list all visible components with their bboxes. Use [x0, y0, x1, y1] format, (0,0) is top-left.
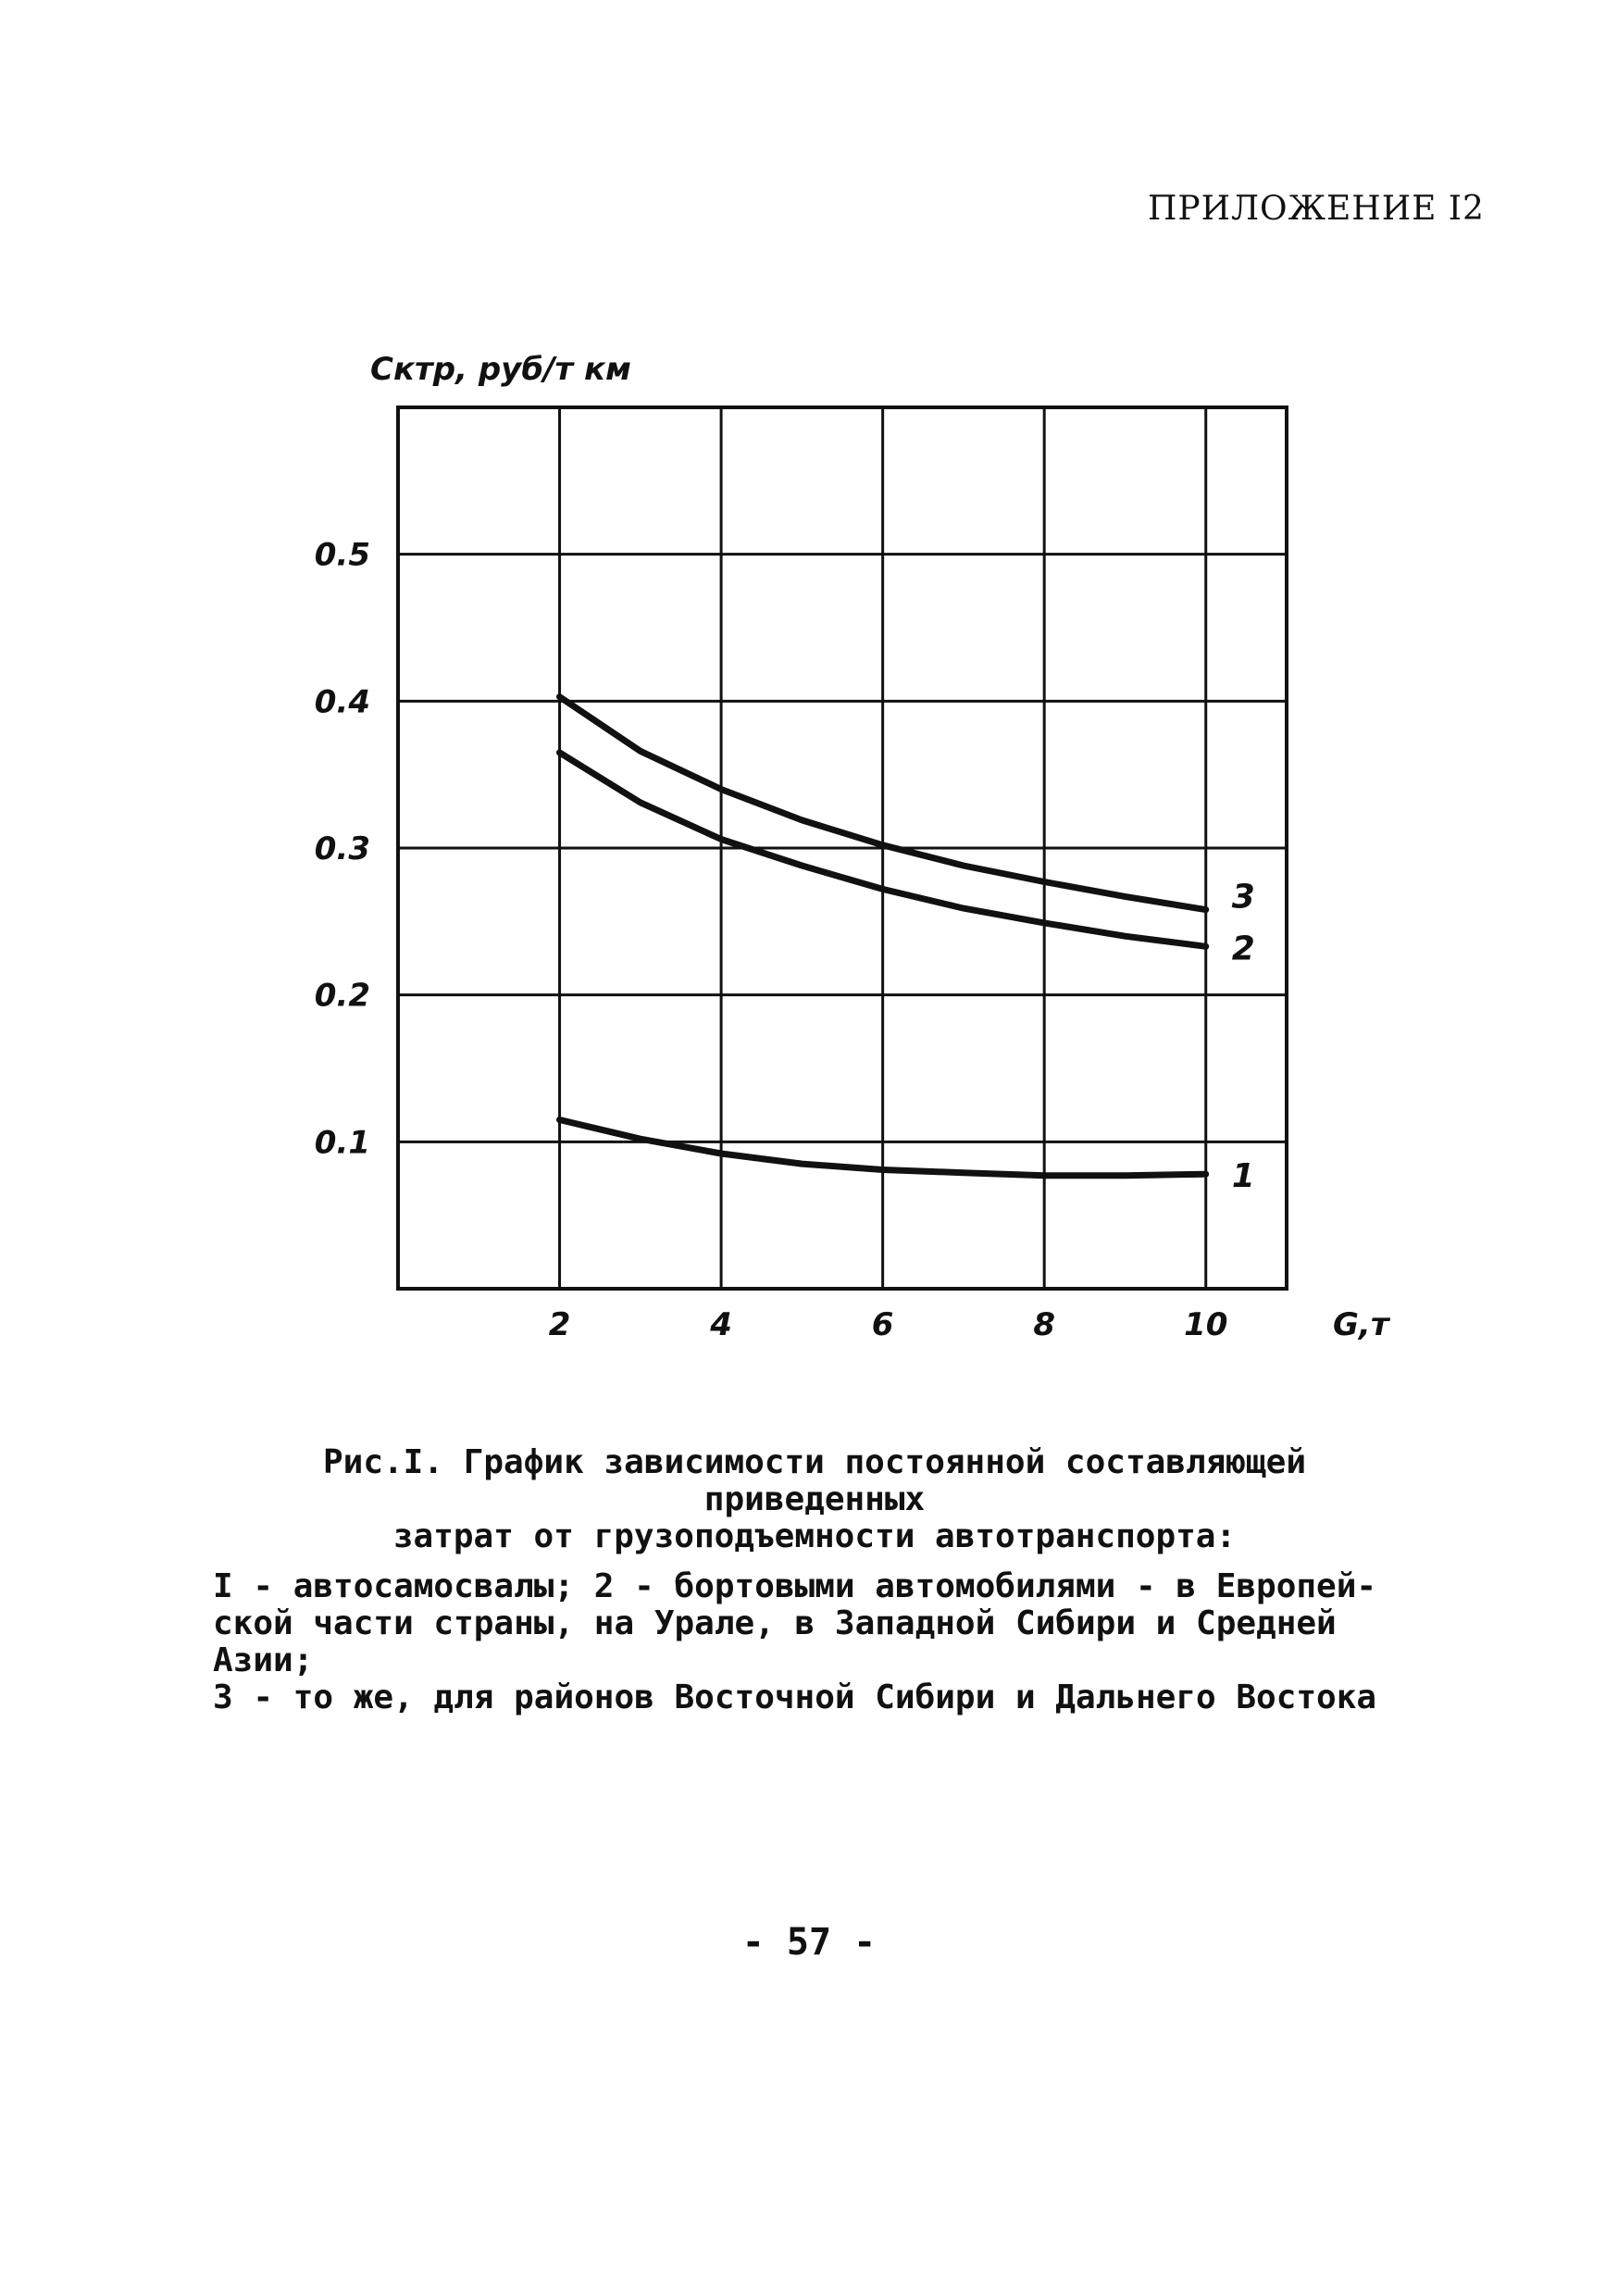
series-label-1: 1: [1231, 1157, 1255, 1196]
appendix-heading: ПРИЛОЖЕНИЕ I2: [1148, 190, 1485, 228]
grid: [398, 407, 1287, 1289]
y-tick-label: 0.2: [314, 977, 370, 1015]
series-label-2: 2: [1231, 930, 1255, 968]
tick-labels: [315, 537, 1228, 1343]
x-tick-label: 4: [710, 1306, 732, 1343]
x-axis-label: G,т: [1333, 1306, 1389, 1343]
x-tick-label: 8: [1033, 1306, 1056, 1343]
y-tick-label: 0.1: [314, 1124, 370, 1162]
legend-line-1: I - автосамосвалы; 2 - бортовыми автомобилями - в Европей-: [213, 1567, 1377, 1605]
y-tick-label: 0.3: [314, 830, 370, 867]
y-tick-label: 0.4: [314, 683, 370, 721]
caption-legend: [213, 1568, 1416, 1716]
x-tick-label: 2: [548, 1306, 571, 1343]
series-label-3: 3: [1231, 878, 1255, 917]
caption-line-2: затрат от грузоподъемности автотранспорта:: [392, 1517, 1237, 1555]
legend-line-2: ской части страны, на Урале, в Западной Сибири и Средней Азии;: [213, 1604, 1337, 1679]
y-tick-label: 0.5: [314, 536, 370, 574]
x-tick-label: 10: [1184, 1306, 1228, 1343]
page-number: - 57 -: [741, 1921, 877, 1964]
figure-caption: [213, 1444, 1416, 1716]
x-tick-label: 6: [871, 1306, 894, 1343]
series-lines: [560, 697, 1255, 1196]
legend-line-3: 3 - то же, для районов Восточной Сибири и Дальнего Востока: [213, 1678, 1377, 1716]
y-axis-label: Cктр, руб/т км: [370, 351, 631, 388]
caption-line-1: Рис.I. График зависимости постоянной составляющей приведенных: [322, 1443, 1307, 1518]
